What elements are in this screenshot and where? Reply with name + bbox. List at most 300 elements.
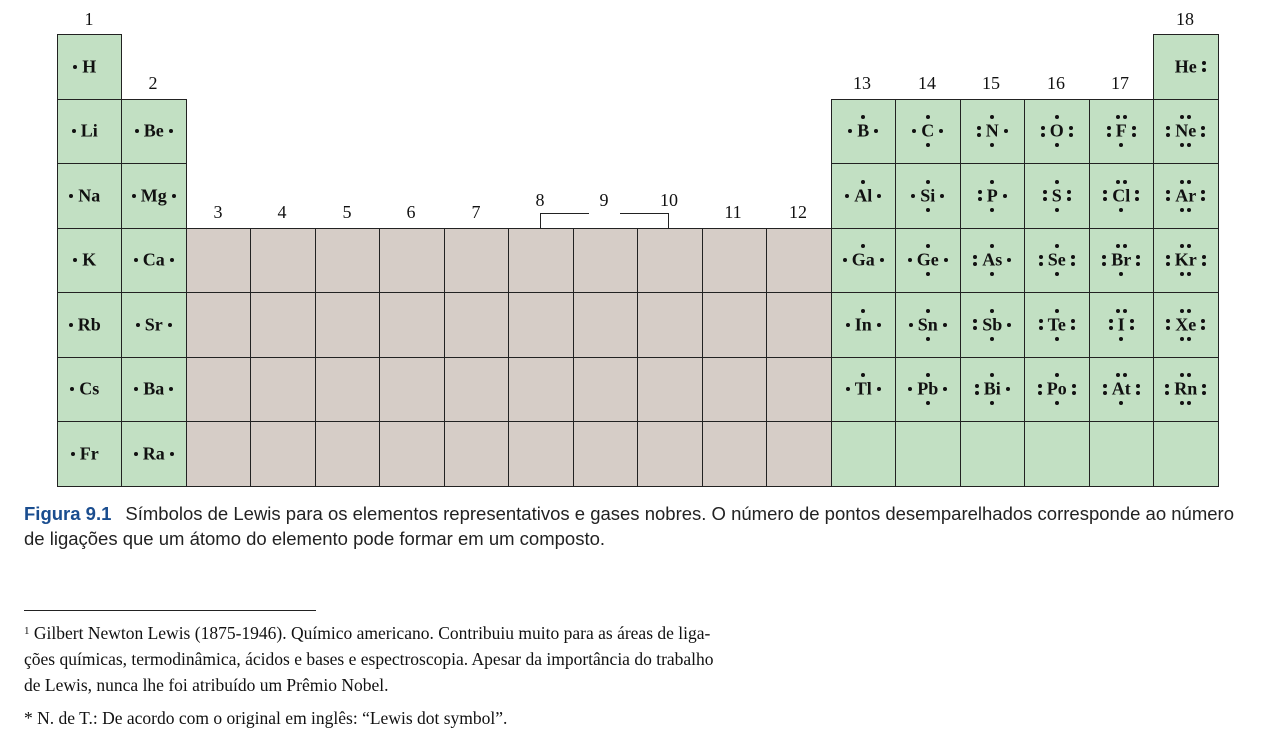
electron-dot <box>72 129 76 133</box>
electron-dot <box>1039 255 1043 259</box>
electron-dot <box>1071 262 1075 266</box>
element-cell-si <box>895 163 961 229</box>
transition-cell <box>186 228 252 294</box>
electron-dot <box>1119 143 1123 147</box>
element-symbol: Li <box>80 120 98 141</box>
element-cell-ga <box>831 228 897 294</box>
element-cell-pb <box>895 357 961 423</box>
electron-dot <box>1038 384 1042 388</box>
electron-dot <box>1187 143 1191 147</box>
element-symbol: Bi <box>983 378 1001 399</box>
element-cell-b <box>831 99 897 165</box>
electron-dot <box>1072 391 1076 395</box>
electron-dot <box>169 129 173 133</box>
element-cell-rn <box>1153 357 1219 423</box>
transition-cell <box>379 421 445 487</box>
element-cell-sn <box>895 292 961 358</box>
electron-dot <box>978 190 982 194</box>
electron-dot <box>1071 255 1075 259</box>
electron-dot <box>908 258 912 262</box>
element-symbol: Si <box>920 185 936 206</box>
element-cell-h <box>57 34 123 100</box>
electron-dot <box>880 258 884 262</box>
transition-cell <box>573 228 639 294</box>
electron-dot <box>1187 272 1191 276</box>
electron-dot <box>1130 326 1134 330</box>
electron-dot <box>1119 272 1123 276</box>
electron-dot <box>1102 255 1106 259</box>
electron-dot <box>975 391 979 395</box>
element-symbol: F <box>1115 120 1127 141</box>
electron-dot <box>1107 133 1111 137</box>
electron-dot <box>1166 126 1170 130</box>
element-cell-ca <box>121 228 187 294</box>
electron-dot <box>1136 384 1140 388</box>
electron-dot <box>1123 115 1127 119</box>
transition-cell <box>702 292 768 358</box>
electron-dot <box>1202 262 1206 266</box>
element-symbol: Sn <box>917 314 938 335</box>
electron-dot <box>1103 391 1107 395</box>
element-cell-ar <box>1153 163 1219 229</box>
electron-dot <box>1132 126 1136 130</box>
electron-dot <box>846 323 850 327</box>
electron-dot <box>71 452 75 456</box>
element-cell-xe <box>1153 292 1219 358</box>
electron-dot <box>1187 373 1191 377</box>
electron-dot <box>1166 133 1170 137</box>
element-cell-al <box>831 163 897 229</box>
electron-dot <box>1116 115 1120 119</box>
transition-cell <box>508 357 574 423</box>
electron-dot <box>1180 244 1184 248</box>
electron-dot <box>1187 401 1191 405</box>
electron-dot <box>1166 262 1170 266</box>
element-symbol: Al <box>854 185 873 206</box>
element-cell-br <box>1089 228 1155 294</box>
electron-dot <box>1039 262 1043 266</box>
electron-dot <box>877 323 881 327</box>
group-label-2: 2 <box>148 73 158 93</box>
transition-cell <box>379 357 445 423</box>
transition-cell <box>637 228 703 294</box>
element-symbol: Sr <box>144 314 163 335</box>
electron-dot <box>1202 384 1206 388</box>
electron-dot <box>861 115 865 119</box>
electron-dot <box>944 258 948 262</box>
electron-dot <box>1102 262 1106 266</box>
transition-cell <box>766 357 832 423</box>
footnote-1-line-1-text: Gilbert Newton Lewis (1875-1946). Químico americano. Contribuiu muito para as áreas de liga- <box>33 623 711 643</box>
electron-dot <box>1187 309 1191 313</box>
electron-dot <box>1136 262 1140 266</box>
element-symbol: Na <box>78 185 101 206</box>
footnote-1-line-3: de Lewis, nunca lhe foi atribuído um Prêmio Nobel. <box>24 675 389 695</box>
electron-dot <box>1180 180 1184 184</box>
group-label-12: 12 <box>789 202 807 222</box>
element-cell-f <box>1089 99 1155 165</box>
electron-dot <box>1187 244 1191 248</box>
electron-dot <box>1202 391 1206 395</box>
element-cell-bi <box>960 357 1026 423</box>
electron-dot <box>990 180 994 184</box>
electron-dot <box>1107 126 1111 130</box>
transition-cell <box>250 421 316 487</box>
electron-dot <box>1119 208 1123 212</box>
element-cell-as <box>960 228 1026 294</box>
electron-dot <box>1039 319 1043 323</box>
electron-dot <box>1006 387 1010 391</box>
electron-dot <box>926 208 930 212</box>
element-cell-s <box>1024 163 1090 229</box>
electron-dot <box>1003 194 1007 198</box>
electron-dot <box>1119 401 1123 405</box>
electron-dot <box>1055 337 1059 341</box>
footnote-2: * N. de T.: De acordo com o original em inglês: “Lewis dot symbol”. <box>24 708 508 728</box>
transition-cell <box>508 421 574 487</box>
transition-cell <box>766 421 832 487</box>
electron-dot <box>1038 391 1042 395</box>
transition-cell <box>315 421 381 487</box>
electron-dot <box>1103 384 1107 388</box>
electron-dot <box>1055 180 1059 184</box>
transition-cell <box>315 292 381 358</box>
empty-cell <box>960 421 1026 487</box>
electron-dot <box>1116 244 1120 248</box>
electron-dot <box>1202 68 1206 72</box>
element-symbol: Fr <box>79 443 99 464</box>
electron-dot <box>975 384 979 388</box>
electron-dot <box>990 337 994 341</box>
electron-dot <box>990 373 994 377</box>
element-cell-p <box>960 163 1026 229</box>
transition-cell <box>444 421 510 487</box>
element-symbol: At <box>1111 378 1131 399</box>
electron-dot <box>977 133 981 137</box>
transition-cell <box>444 292 510 358</box>
transition-cell <box>637 421 703 487</box>
electron-dot <box>1067 190 1071 194</box>
electron-dot <box>1041 126 1045 130</box>
element-symbol: In <box>854 314 872 335</box>
element-symbol: Rn <box>1174 378 1198 399</box>
element-symbol: I <box>1117 314 1125 335</box>
electron-dot <box>1187 180 1191 184</box>
electron-dot <box>1109 319 1113 323</box>
empty-cell <box>831 421 897 487</box>
group-label-11: 11 <box>724 202 742 222</box>
electron-dot <box>134 452 138 456</box>
electron-dot <box>926 180 930 184</box>
element-symbol: Br <box>1111 249 1132 270</box>
electron-dot <box>973 262 977 266</box>
element-cell-po <box>1024 357 1090 423</box>
transition-cell <box>573 421 639 487</box>
electron-dot <box>926 143 930 147</box>
group-label-18: 18 <box>1176 9 1194 29</box>
figure-label: Figura 9.1 <box>24 503 112 524</box>
electron-dot <box>1202 61 1206 65</box>
element-symbol: Tl <box>854 378 872 399</box>
transition-cell <box>766 292 832 358</box>
electron-dot <box>861 373 865 377</box>
element-cell-be <box>121 99 187 165</box>
electron-dot <box>973 255 977 259</box>
electron-dot <box>1116 180 1120 184</box>
group-label-13: 13 <box>853 73 871 93</box>
electron-dot <box>1055 272 1059 276</box>
electron-dot <box>1116 309 1120 313</box>
footnote-1-line-2: ções químicas, termodinâmica, ácidos e bases e espectroscopia. Apesar da importância do trabalho <box>24 649 714 669</box>
electron-dot <box>1136 391 1140 395</box>
group-label-16: 16 <box>1047 73 1065 93</box>
element-cell-o <box>1024 99 1090 165</box>
electron-dot <box>1180 373 1184 377</box>
element-symbol: P <box>986 185 998 206</box>
electron-dot <box>990 143 994 147</box>
transition-cell <box>250 292 316 358</box>
electron-dot <box>1123 180 1127 184</box>
electron-dot <box>132 194 136 198</box>
element-symbol: As <box>982 249 1003 270</box>
transition-cell <box>702 357 768 423</box>
element-cell-li <box>57 99 123 165</box>
transition-cell <box>508 228 574 294</box>
transition-cell <box>702 421 768 487</box>
electron-dot <box>861 180 865 184</box>
transition-cell <box>250 228 316 294</box>
element-symbol: Ca <box>142 249 165 270</box>
empty-cell <box>895 421 961 487</box>
group-label-5: 5 <box>342 202 352 222</box>
electron-dot <box>1180 208 1184 212</box>
element-symbol: Rb <box>77 314 101 335</box>
transition-cell <box>379 228 445 294</box>
electron-dot <box>1109 326 1113 330</box>
electron-dot <box>1069 133 1073 137</box>
element-symbol: Be <box>143 120 164 141</box>
element-cell-fr <box>57 421 123 487</box>
element-cell-sb <box>960 292 1026 358</box>
electron-dot <box>990 208 994 212</box>
transition-cell <box>444 228 510 294</box>
electron-dot <box>1123 373 1127 377</box>
electron-dot <box>943 323 947 327</box>
element-symbol: He <box>1174 56 1197 77</box>
transition-cell <box>444 357 510 423</box>
electron-dot <box>926 115 930 119</box>
element-symbol: Ba <box>143 378 165 399</box>
electron-dot <box>926 337 930 341</box>
electron-dot <box>1116 373 1120 377</box>
electron-dot <box>909 323 913 327</box>
electron-dot <box>136 323 140 327</box>
element-cell-se <box>1024 228 1090 294</box>
element-symbol: H <box>82 56 97 77</box>
electron-dot <box>1180 272 1184 276</box>
element-symbol: Po <box>1046 378 1067 399</box>
electron-dot <box>1187 115 1191 119</box>
electron-dot <box>1055 373 1059 377</box>
element-symbol: Cl <box>1112 185 1131 206</box>
transition-cell <box>573 357 639 423</box>
electron-dot <box>69 194 73 198</box>
group-label-3: 3 <box>213 202 223 222</box>
electron-dot <box>1055 208 1059 212</box>
transition-cell <box>508 292 574 358</box>
electron-dot <box>170 452 174 456</box>
element-cell-ba <box>121 357 187 423</box>
electron-dot <box>1067 197 1071 201</box>
group-label-4: 4 <box>277 202 287 222</box>
electron-dot <box>1119 337 1123 341</box>
electron-dot <box>1055 143 1059 147</box>
transition-cell <box>186 292 252 358</box>
element-cell-tl <box>831 357 897 423</box>
electron-dot <box>1201 133 1205 137</box>
element-symbol: Se <box>1047 249 1066 270</box>
group-label-1: 1 <box>84 9 94 29</box>
element-cell-in <box>831 292 897 358</box>
element-cell-te <box>1024 292 1090 358</box>
electron-dot <box>1180 401 1184 405</box>
electron-dot <box>990 272 994 276</box>
group-label-15: 15 <box>982 73 1000 93</box>
element-cell-ne <box>1153 99 1219 165</box>
group-label-10: 10 <box>660 190 678 210</box>
electron-dot <box>877 387 881 391</box>
electron-dot <box>1055 401 1059 405</box>
element-cell-i <box>1089 292 1155 358</box>
electron-dot <box>1180 143 1184 147</box>
transition-cell <box>186 357 252 423</box>
element-cell-rb <box>57 292 123 358</box>
element-symbol: Pb <box>917 378 939 399</box>
element-cell-kr <box>1153 228 1219 294</box>
element-cell-mg <box>121 163 187 229</box>
electron-dot <box>1043 197 1047 201</box>
electron-dot <box>843 258 847 262</box>
electron-dot <box>170 258 174 262</box>
element-cell-he <box>1153 34 1219 100</box>
electron-dot <box>990 401 994 405</box>
footnote-1-marker: 1 <box>24 625 30 637</box>
electron-dot <box>1043 190 1047 194</box>
electron-dot <box>861 309 865 313</box>
electron-dot <box>1130 319 1134 323</box>
transition-cell <box>573 292 639 358</box>
electron-dot <box>1132 133 1136 137</box>
transition-cell <box>315 357 381 423</box>
transition-cell <box>702 228 768 294</box>
element-symbol: Te <box>1047 314 1066 335</box>
electron-dot <box>1055 309 1059 313</box>
electron-dot <box>845 194 849 198</box>
group-label-7: 7 <box>471 202 481 222</box>
element-symbol: C <box>921 120 935 141</box>
element-symbol: Ge <box>916 249 939 270</box>
electron-dot <box>926 272 930 276</box>
electron-dot <box>1004 129 1008 133</box>
electron-dot <box>926 373 930 377</box>
electron-dot <box>1039 326 1043 330</box>
electron-dot <box>1165 391 1169 395</box>
element-cell-c <box>895 99 961 165</box>
electron-dot <box>861 244 865 248</box>
element-cell-sr <box>121 292 187 358</box>
element-symbol: N <box>985 120 999 141</box>
transition-cell <box>637 292 703 358</box>
electron-dot <box>1123 244 1127 248</box>
electron-dot <box>1055 115 1059 119</box>
element-cell-k <box>57 228 123 294</box>
group-label-6: 6 <box>406 202 416 222</box>
element-symbol: Ra <box>142 443 165 464</box>
transition-cell <box>766 228 832 294</box>
electron-dot <box>1187 208 1191 212</box>
footnote-separator <box>24 610 316 611</box>
element-symbol: S <box>1051 185 1062 206</box>
element-symbol: B <box>857 120 870 141</box>
electron-dot <box>877 194 881 198</box>
figure-caption <box>24 501 1254 551</box>
element-symbol: Xe <box>1175 314 1197 335</box>
element-symbol: Cs <box>79 378 100 399</box>
group-8-10-bracket-left <box>540 213 589 228</box>
electron-dot <box>1202 255 1206 259</box>
element-symbol: Ne <box>1175 120 1197 141</box>
electron-dot <box>990 309 994 313</box>
electron-dot <box>1187 337 1191 341</box>
figure-caption-text: Símbolos de Lewis para os elementos representativos e gases nobres. O número de pontos desemparelhados corresponde ao número de ligações que um átomo do elemento pode formar em um composto. <box>24 503 1234 549</box>
electron-dot <box>926 401 930 405</box>
group-8-10-bracket-right <box>620 213 669 228</box>
electron-dot <box>1072 384 1076 388</box>
electron-dot <box>135 129 139 133</box>
electron-dot <box>926 244 930 248</box>
element-cell-cl <box>1089 163 1155 229</box>
element-cell-ra <box>121 421 187 487</box>
element-cell-ge <box>895 228 961 294</box>
electron-dot <box>69 323 73 327</box>
empty-cell <box>1089 421 1155 487</box>
electron-dot <box>940 194 944 198</box>
electron-dot <box>911 194 915 198</box>
electron-dot <box>926 309 930 313</box>
element-symbol: Sb <box>982 314 1003 335</box>
element-cell-na <box>57 163 123 229</box>
element-symbol: Mg <box>140 185 167 206</box>
electron-dot <box>1165 384 1169 388</box>
element-symbol: O <box>1049 120 1064 141</box>
electron-dot <box>846 387 850 391</box>
electron-dot <box>168 323 172 327</box>
electron-dot <box>1180 309 1184 313</box>
electron-dot <box>134 258 138 262</box>
element-symbol: Ar <box>1175 185 1197 206</box>
electron-dot <box>172 194 176 198</box>
group-label-8: 8 <box>535 190 545 210</box>
electron-dot <box>1069 126 1073 130</box>
electron-dot <box>73 65 77 69</box>
footnote-1-line-1 <box>24 620 710 646</box>
element-cell-cs <box>57 357 123 423</box>
group-label-17: 17 <box>1111 73 1129 93</box>
electron-dot <box>1136 255 1140 259</box>
electron-dot <box>977 126 981 130</box>
electron-dot <box>978 197 982 201</box>
empty-cell <box>1024 421 1090 487</box>
